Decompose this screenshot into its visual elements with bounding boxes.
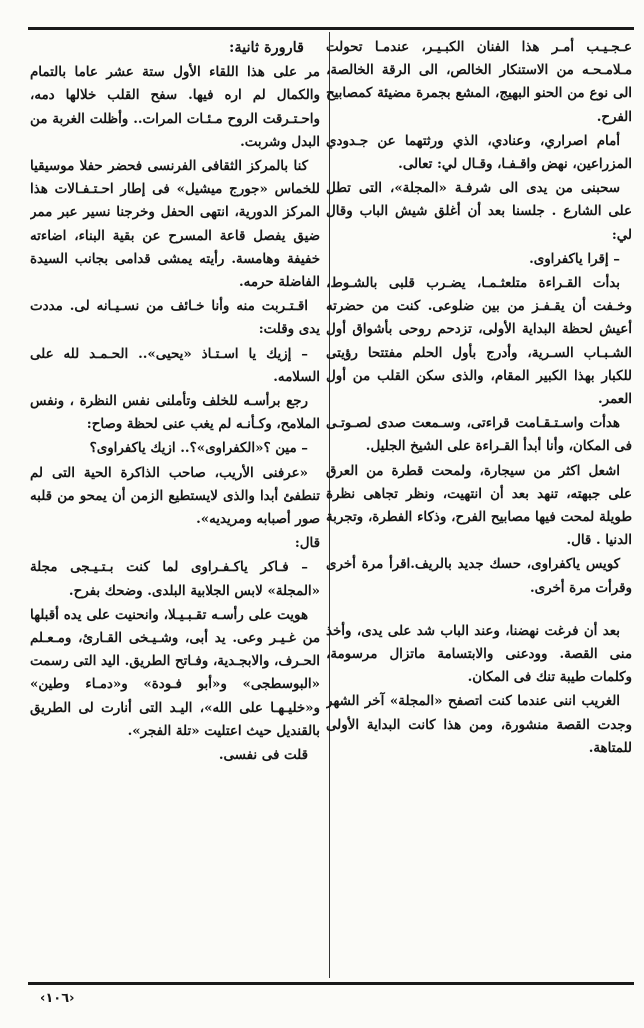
paragraph: قلت فى نفسى. bbox=[218, 747, 308, 764]
left-column bbox=[30, 36, 320, 976]
paragraph: هويت على رأسـه تقـبـيـلا، وانحنيت على يده أقبلها من غـيـر وعى. يد أبى، وشـيـخى القـارئ، ومـعـلم الحـرف، والابجـدية، وفـاتح الطريق. اليد التى رسمت «البوسطجى» و«أبو فـودة» و«دمـاء وطين» و«خليـهـا على الله»، اليـد التى أنارت لى الطريق بالقنديل حيث اعتليت «تلة الفجر». bbox=[30, 606, 320, 739]
section-heading: قارورة ثانية: bbox=[229, 39, 304, 56]
paragraph: رجع برأسـه للخلف وتأملنى نفس النظرة ، ونفس الملامح، وكـأنـه لم يغب عنى لحظة وصاح: bbox=[30, 393, 320, 433]
paragraph: بدأت القـراءة متلعثـمـا، يضـرب قلبى بالشـوط، وخـفت أن يقـفـز من بين ضلوعى. كنت من حضرته أعيش لحظة البداية الأولى، تزدحم روحى بأشواق أول الشـبـاب السـرية، وأدرج بأول الحلم مفتتحا رؤيتى للكبار بهذا الكبير المقام، والذى سكن القلب من أول العمر. bbox=[326, 275, 632, 408]
paragraph: كويس ياكفراوى، حسك جديد بالريف.اقرأ مرة أخرى وقرأت مرة أخرى. bbox=[326, 556, 632, 596]
paragraph: أمام اصراري، وعنادي، الذي ورثتهما عن جـدودي المزراعين، نهض واقـفـا، وقـال لي: تعالى. bbox=[326, 132, 632, 173]
paragraph: اقـتـربت منه وأنا خـائف من نسـيـانه لى. مددت يدى وقلت: bbox=[30, 298, 320, 338]
paragraph: كنا بالمركز الثقافى الفرنسى فحضر حفلا موسيقيا للخماس «جورج ميشيل» فى إطار احـتـفـالات هذا المركز الدورية، انتهى الحفل وخرجنا نسير عبر ممر ضيق يفصل قاعة المسرح عن بقية البناء، اضاءته خفيفة وهامسة. رأيته يمشى قدامى بجانب السيدة الفاضلة حرمه. bbox=[30, 158, 320, 291]
paragraph: بعد أن فرغت نهضنا، وعند الباب شد على يدى، وأخذ منى القصة. وودعنى والابتسامة ماتزال مرسومة، وكلمات طيبة تنك فى المكان. bbox=[326, 622, 632, 686]
paragraph: «عرفنى الأريب، صاحب الذاكرة الحية التى لم تنطفئ أبدا والذى لايستطيع الزمن أن يمحو من قلبه صور أصبابه ومريديه». bbox=[30, 464, 320, 528]
paragraph: – إقرا ياكفراوى. bbox=[529, 250, 620, 267]
paragraph: سحبنى من يدى الى شرفـة «المجلة»، التى تطل على الشارع . جلسنا بعد أن أغلق شيش الباب وقال لي: bbox=[326, 180, 632, 243]
page-number: ‹١٠٦› bbox=[40, 991, 75, 1006]
paragraph: – فـاكر ياكـفـراوى لما كنت بـتـيـجى مجلة «المجلة» لابس الجلابية البلدى. وضحك بفرح. bbox=[30, 559, 320, 599]
paragraph: اشعل اكثر من سيجارة، ولمحت قطرة من العرق على جبهته، تنهد بعد أن انتهيت، ونظر تجاهى نظرة طويلة لمحت فيها مصابيح الفرح، وذكاء الفطرة، وتجربة الدنيا . قال. bbox=[326, 462, 632, 549]
paragraph: قال: bbox=[294, 535, 320, 552]
paragraph: – إزيك يا اسـتـاذ «يحيى».. الحـمـد لله على السلامه. bbox=[30, 345, 320, 385]
paragraph: هدأت واسـتـقـامت قراءتى، وسـمعت صدى لصـوتـى فى المكان، وأنا أبدأ القـراءة على الشيخ الجليل. bbox=[326, 415, 632, 455]
right-column bbox=[326, 36, 632, 976]
paragraph: الغريب اننى عندما كنت اتصفح «المجلة» آخر الشهر وجدت القصة منشورة، ومن هذا كانت البداية الأولى للمتاهة. bbox=[326, 693, 632, 756]
paragraph: – مين ؟«الكفراوى»؟.. ازيك ياكفراوى؟ bbox=[89, 440, 308, 457]
top-rule bbox=[28, 27, 634, 30]
paragraph: مر على هذا اللقاء الأول ستة عشر عاما بالتمام والكمال لم اره فيها. سفح القلب خلالها دمه، واحـتـرقت الروح مـئـات المرات.. وأظلت الغربة من البدل وشربت. bbox=[30, 64, 320, 150]
paragraph: عـجـيـب أمـر هذا الفنان الكبـيـر، عندمـا تحولت مـلامـحـه من الاستنكار الخالص، الى الرقة الخالصة، الى نوع من الحنو البهيج، المشع بجمرة مضيئة كمصابيح الفرح. bbox=[326, 39, 632, 125]
bottom-rule bbox=[28, 982, 634, 985]
